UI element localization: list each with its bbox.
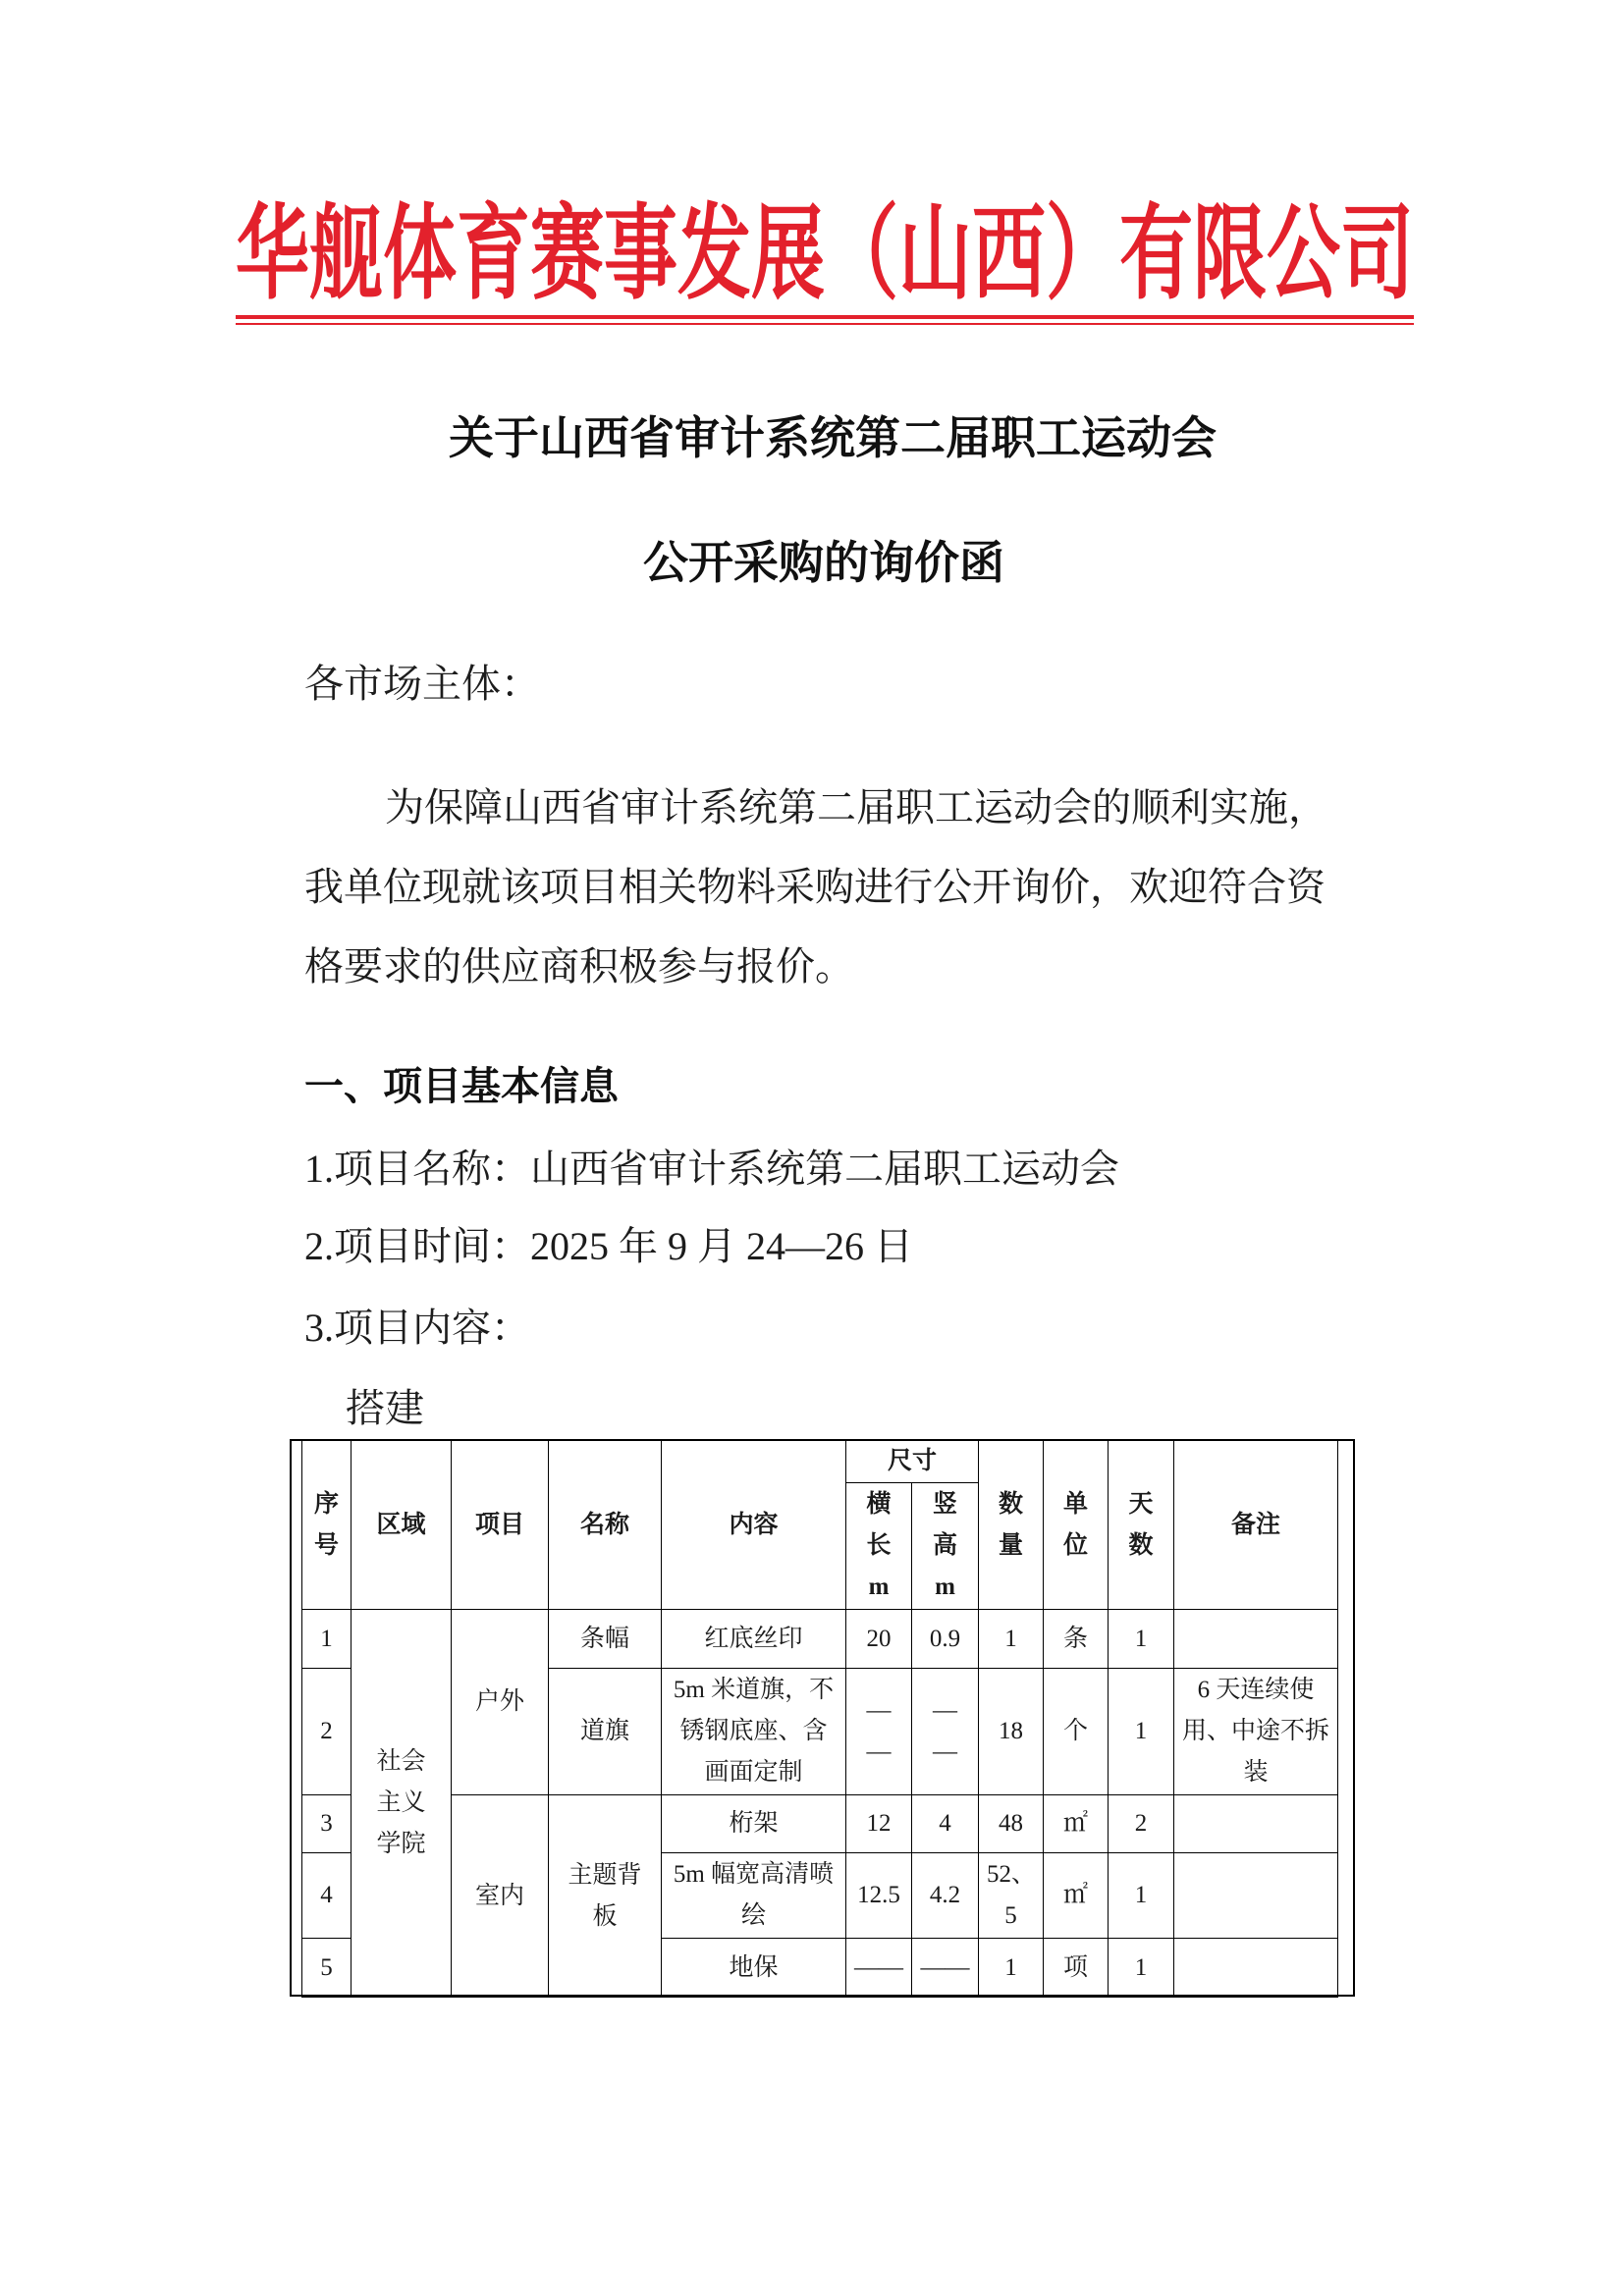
- cell-unit: ㎡: [1044, 1795, 1109, 1853]
- procurement-table: [301, 1440, 1338, 1998]
- cell-unit: 条: [1044, 1610, 1109, 1669]
- cell-item-outdoor: 户外: [452, 1610, 549, 1795]
- header-no-label: 序号: [314, 1490, 340, 1559]
- cell-unit: 项: [1044, 1939, 1109, 1998]
- cell-name-label: 主题背板: [568, 1861, 642, 1930]
- header-item: 项目: [452, 1441, 549, 1610]
- cell-content: 地保: [662, 1939, 846, 1998]
- header-remark: 备注: [1174, 1441, 1338, 1610]
- cell-height: [912, 1669, 979, 1795]
- cell-length-value: ——: [866, 1697, 892, 1765]
- cell-length: ——: [846, 1939, 912, 1998]
- intro-line-3: 格要求的供应商积极参与报价。: [304, 944, 854, 988]
- header-unit: [1044, 1441, 1109, 1610]
- cell-no: 1: [302, 1610, 352, 1669]
- header-height: [912, 1483, 979, 1610]
- project-time-item: 2.项目时间：2025 年 9 月 24—26 日: [304, 1224, 913, 1268]
- cell-length: 12.5: [846, 1853, 912, 1939]
- cell-length: [846, 1669, 912, 1795]
- header-qty: [979, 1441, 1044, 1610]
- header-length: [846, 1483, 912, 1610]
- cell-remark: [1174, 1853, 1338, 1939]
- cell-remark: [1174, 1939, 1338, 1998]
- cell-content: 红底丝印: [662, 1610, 846, 1669]
- cell-content: 5m 幅宽高清喷绘: [662, 1853, 846, 1939]
- cell-content: 5m 米道旗，不锈钢底座、含画面定制: [662, 1669, 846, 1795]
- header-size: 尺寸: [846, 1441, 979, 1483]
- cell-remark: [1174, 1795, 1338, 1853]
- cell-length: 12: [846, 1795, 912, 1853]
- section-heading: 一、项目基本信息: [304, 1065, 619, 1108]
- cell-days: 1: [1109, 1939, 1174, 1998]
- intro-line-1: 为保障山西省审计系统第二届职工运动会的顺利实施，: [385, 785, 1327, 829]
- cell-no: 2: [302, 1669, 352, 1795]
- cell-qty: 1: [979, 1610, 1044, 1669]
- cell-remark: [1174, 1610, 1338, 1669]
- cell-area-label: 社会主义学院: [376, 1748, 426, 1857]
- table-header-row: [302, 1441, 1338, 1483]
- cell-unit: 个: [1044, 1669, 1109, 1795]
- document-title-line-1: 关于山西省审计系统第二届职工运动会: [449, 413, 1217, 463]
- cell-height: ——: [912, 1939, 979, 1998]
- cell-item-indoor: 室内: [452, 1795, 549, 1998]
- cell-qty: 48: [979, 1795, 1044, 1853]
- header-content: 内容: [662, 1441, 846, 1610]
- subsection-label: 搭建: [346, 1386, 424, 1430]
- cell-name: 条幅: [549, 1610, 662, 1669]
- letterhead-company-name: 华舰体育赛事发展（山西）有限公司: [236, 198, 1415, 313]
- cell-unit: ㎡: [1044, 1853, 1109, 1939]
- intro-line-2: 我单位现就该项目相关物料采购进行公开询价，欢迎符合资: [304, 865, 1325, 909]
- header-unit-label: 单位: [1063, 1490, 1089, 1559]
- cell-days: 1: [1109, 1853, 1174, 1939]
- header-length-label: 横长m: [866, 1491, 892, 1600]
- cell-name-merged: [549, 1795, 662, 1998]
- header-height-label: 竖高m: [933, 1491, 958, 1600]
- cell-height-value: ——: [933, 1697, 957, 1765]
- header-days: [1109, 1441, 1174, 1610]
- cell-no: 4: [302, 1853, 352, 1939]
- cell-height: 4: [912, 1795, 979, 1853]
- cell-area: [352, 1610, 452, 1998]
- document-title-line-2: 公开采购的询价函: [643, 538, 1004, 588]
- cell-name: 道旗: [549, 1669, 662, 1795]
- header-name: 名称: [549, 1441, 662, 1610]
- project-name-item: 1.项目名称：山西省审计系统第二届职工运动会: [304, 1147, 1119, 1191]
- header-qty-label: 数量: [999, 1490, 1024, 1559]
- cell-length: 20: [846, 1610, 912, 1669]
- letterhead-red-rule: [236, 315, 1414, 319]
- table-row: [302, 1610, 1338, 1669]
- cell-qty: 18: [979, 1669, 1044, 1795]
- letterhead-red-rule-thin: [236, 323, 1414, 325]
- cell-height: 0.9: [912, 1610, 979, 1669]
- cell-days: 1: [1109, 1610, 1174, 1669]
- cell-days: 1: [1109, 1669, 1174, 1795]
- cell-qty: 1: [979, 1939, 1044, 1998]
- header-days-label: 天数: [1128, 1490, 1154, 1559]
- project-content-item: 3.项目内容：: [304, 1306, 530, 1350]
- cell-remark: 6 天连续使用、中途不拆装: [1174, 1669, 1338, 1795]
- header-no: [302, 1441, 352, 1610]
- table-row: [302, 1795, 1338, 1853]
- salutation: 各市场主体：: [304, 662, 540, 706]
- cell-qty: 52、5: [979, 1853, 1044, 1939]
- cell-days: 2: [1109, 1795, 1174, 1853]
- header-area: 区域: [352, 1441, 452, 1610]
- cell-content: 桁架: [662, 1795, 846, 1853]
- cell-no: 3: [302, 1795, 352, 1853]
- cell-no: 5: [302, 1939, 352, 1998]
- cell-height: 4.2: [912, 1853, 979, 1939]
